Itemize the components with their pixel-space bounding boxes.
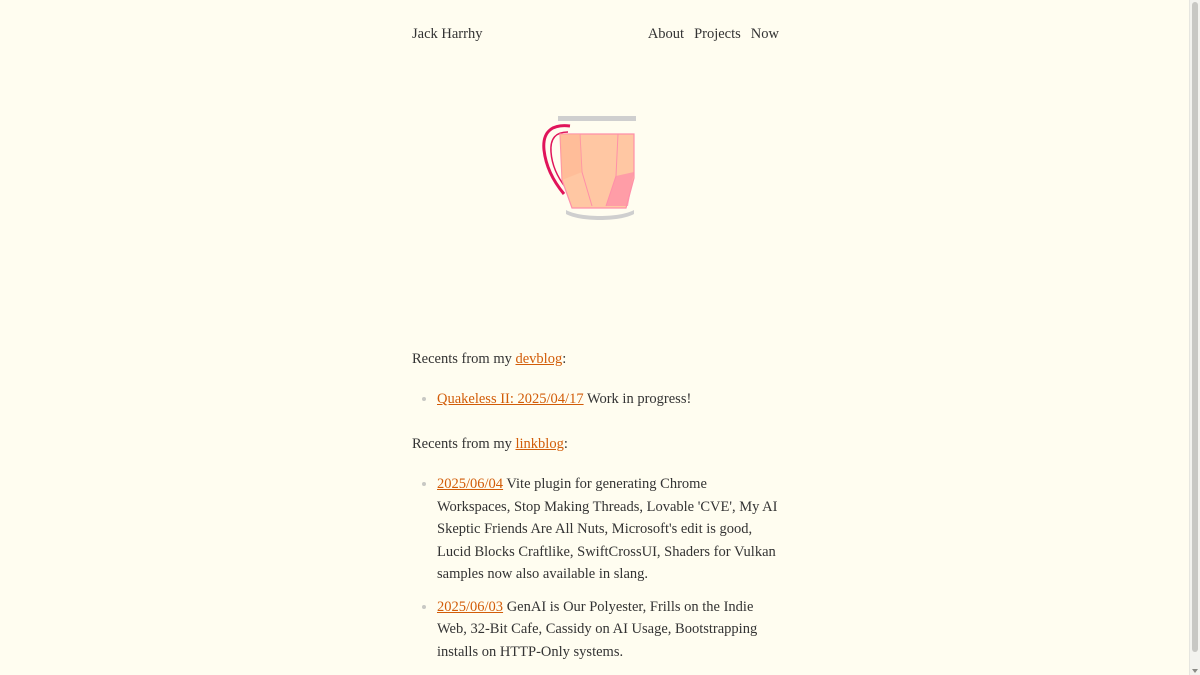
devblog-heading-prefix: Recents from my <box>412 351 516 367</box>
linkblog-heading <box>412 436 568 453</box>
scroll-down-arrow-icon[interactable] <box>1192 669 1198 673</box>
bullet-icon <box>422 482 426 486</box>
linkblog-list <box>412 473 780 673</box>
list-item <box>412 596 780 664</box>
main-nav <box>648 26 779 43</box>
linkblog-entry-link[interactable]: 2025/06/03 <box>437 598 504 615</box>
linkblog-entry-text: Vite plugin for generating Chrome Workspaces, Stop Making Threads, Lovable 'CVE', My AI Skeptic Friends Are All Nuts, Microsoft's edit is good, Lucid Blocks Craftlike, SwiftCrossUI, Shaders for Vulkan samples now also available in slang. <box>437 476 778 582</box>
bullet-icon <box>422 397 426 401</box>
linkblog-link[interactable]: linkblog <box>515 436 564 452</box>
nav-link-now[interactable]: Now <box>750 26 779 42</box>
list-item <box>412 473 780 586</box>
devblog-heading <box>412 351 566 368</box>
devblog-link[interactable]: devblog <box>515 351 563 367</box>
mug-shadow-left <box>560 134 582 180</box>
devblog-heading-suffix: : <box>562 351 567 367</box>
nav-link-projects[interactable]: Projects <box>694 26 741 42</box>
linkblog-heading-suffix: : <box>563 436 568 452</box>
scrollbar-thumb[interactable] <box>1192 2 1198 652</box>
vertical-scrollbar[interactable] <box>1189 0 1200 675</box>
devblog-entry-text: Work in progress! <box>583 391 692 407</box>
site-header <box>412 26 780 50</box>
devblog-entry-link[interactable]: Quakeless II: 2025/04/17 <box>437 391 584 407</box>
list-item <box>412 388 780 411</box>
mug-rim-top <box>558 116 636 121</box>
linkblog-entry-link[interactable]: 2025/06/04 <box>437 476 504 492</box>
bullet-icon <box>422 605 426 609</box>
mug-rim-bottom <box>566 210 634 220</box>
linkblog-entry-text: GenAI is Our Polyester, Frills on the Indie Web, 32-Bit Cafe, Cassidy on AI Usage, Bootstrapping installs on HTTP-Only systems. <box>437 598 758 660</box>
site-title-link[interactable]: Jack Harrhy <box>412 26 483 42</box>
devblog-list <box>412 388 780 421</box>
linkblog-heading-prefix: Recents from my <box>412 436 516 452</box>
mug-icon <box>540 110 644 222</box>
nav-link-about[interactable]: About <box>647 26 685 42</box>
